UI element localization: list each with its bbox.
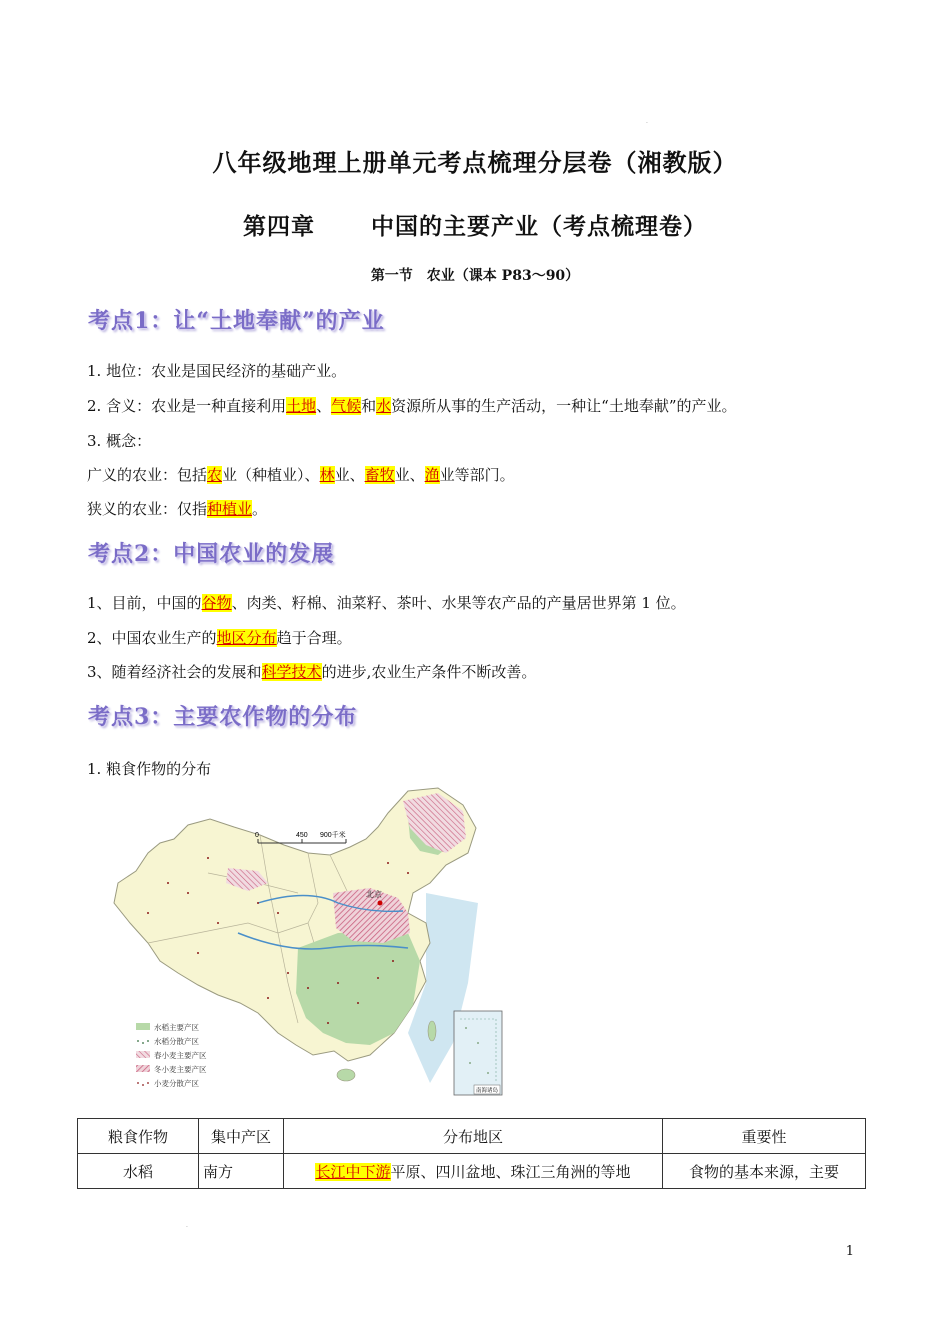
cell-area: 南方 [199,1154,284,1189]
south-china-sea-inset [454,1011,502,1095]
text: 业、 [394,466,425,484]
speck: . [186,1222,188,1229]
text: 业等部门。 [439,466,515,484]
legend-spring-wheat: 春小麦主要产区 [154,1051,207,1060]
kaodian2-line2 [87,627,352,648]
speck: . [646,118,648,125]
highlight-term: 土地 [286,397,317,415]
highlight-term: 气候 [331,397,362,415]
grain-distribution-map [108,783,504,1101]
text: 平原、四川盆地、珠江三角洲的等地 [390,1162,631,1181]
page-number: 1 [845,1244,854,1259]
text: 的进步,农业生产条件不断改善。 [321,663,537,681]
column-header: 分布地区 [284,1119,663,1154]
kaodian2-line3 [87,661,536,682]
column-header: 集中产区 [199,1119,284,1154]
grain-crops-table [77,1118,866,1189]
document-title: 八年级地理上册单元考点梳理分层卷（湘教版） [212,149,738,177]
kaodian1-line3: 3. 概念： [87,432,152,450]
text: 2、中国农业生产的 [87,629,217,647]
text: 。 [252,500,268,518]
kaodian1-line5 [87,498,267,519]
highlight-term: 长江中下游 [315,1162,391,1181]
kaodian2-line1 [87,592,686,613]
highlight-term: 渔 [424,466,440,484]
legend-rice-scattered: 水稻分散产区 [154,1037,199,1046]
kaodian1-line4 [87,464,515,485]
kaodian3-heading: 考点3：主要农作物的分布 [88,704,358,730]
text: 业、 [334,466,365,484]
legend-wheat-scattered: 小麦分散产区 [154,1079,199,1088]
text: 3、随着经济社会的发展和 [87,663,262,681]
cell-crop: 水稻 [78,1154,199,1189]
chapter-title [0,208,950,241]
text: 2. 含义：农业是一种直接利用 [87,397,287,415]
highlight-term: 种植业 [207,500,253,518]
text: 资源所从事的生产活动，一种让“土地奉献”的产业。 [391,397,737,415]
hainan-island [337,1069,355,1081]
text: 业（种植业）、 [222,466,320,484]
scale-label-900: 900千米 [320,832,346,839]
column-header: 粮食作物 [78,1119,199,1154]
kaodian1-heading: 考点1：让“土地奉献”的产业 [88,308,385,334]
inset-label: 南海诸岛 [476,1088,499,1094]
section-title: 第一节 农业（课本 P83～90） [370,268,580,284]
highlight-term: 农 [207,466,223,484]
cell-importance: 食物的基本来源，主要 [663,1154,866,1189]
kaodian1-line1: 1. 地位：农业是国民经济的基础产业。 [87,362,347,380]
table-row [78,1154,866,1189]
kaodian3-line1: 1. 粮食作物的分布 [87,760,212,778]
scale-label-450: 450 [296,832,308,839]
text: 、 [316,397,332,415]
scale-label-0: 0 [255,832,259,839]
map-legend [136,1022,207,1088]
legend-rice-main: 水稻主要产区 [154,1023,199,1032]
kaodian1-line2 [87,395,737,416]
text: 狭义的农业：仅指 [87,500,208,518]
text: 趋于合理。 [276,629,352,647]
highlight-term: 谷物 [201,594,232,612]
highlight-term: 畜牧 [364,466,395,484]
chapter-label: 第四章 [243,214,315,240]
highlight-term: 水 [376,397,392,415]
chapter-name: 中国的主要产业（考点梳理卷） [371,214,707,240]
text: 和 [361,397,377,415]
beijing-label: 北京 [366,890,382,899]
column-header: 重要性 [663,1119,866,1154]
highlight-term: 地区分布 [216,629,277,647]
cell-region [284,1154,663,1189]
text: 1、目前，中国的 [87,594,202,612]
text: 、肉类、籽棉、油菜籽、茶叶、水果等农产品的产量居世界第 1 位。 [231,594,686,612]
taiwan-island [428,1021,436,1041]
kaodian2-heading: 考点2：中国农业的发展 [88,541,335,567]
beijing-marker [378,901,383,906]
highlight-term: 科学技术 [261,663,322,681]
legend-winter-wheat: 冬小麦主要产区 [154,1065,207,1074]
highlight-term: 林 [319,466,335,484]
text: 广义的农业：包括 [87,466,208,484]
table-header-row [78,1119,866,1154]
